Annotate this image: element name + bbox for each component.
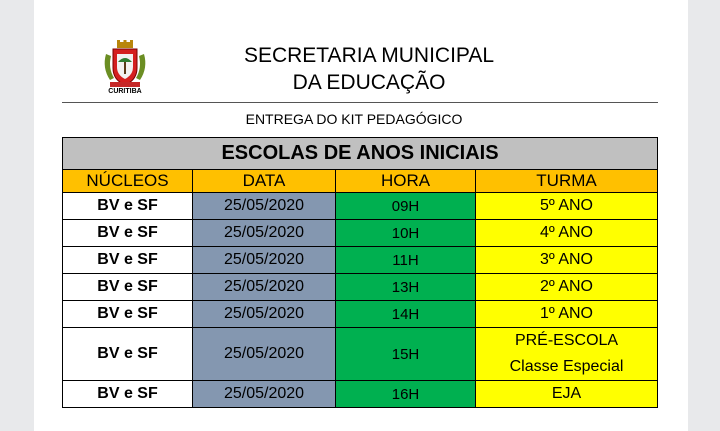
title-line-1: SECRETARIA MUNICIPAL: [243, 44, 495, 67]
time-cell: 13H: [336, 274, 476, 301]
time-cell: 16H: [336, 381, 476, 408]
time-cell: 11H: [336, 247, 476, 274]
turma-label: 1º ANO: [540, 305, 593, 322]
turma-label: Classe Especial: [509, 358, 624, 375]
table-row: [63, 328, 658, 381]
turma-label: 4º ANO: [540, 224, 593, 241]
table-row: [63, 381, 658, 408]
nucleo-cell: BV e SF: [63, 220, 193, 247]
date-cell: 25/05/2020: [193, 274, 336, 301]
turma-label: PRÉ-ESCOLA: [514, 332, 619, 349]
nucleo-cell: BV e SF: [63, 381, 193, 408]
coat-of-arms-icon: [100, 40, 150, 88]
column-header-data: DATA: [193, 170, 336, 193]
title-line-2: DA EDUCAÇÃO: [292, 71, 446, 94]
table-row: [63, 247, 658, 274]
date-cell: 25/05/2020: [193, 381, 336, 408]
nucleo-cell: BV e SF: [63, 247, 193, 274]
time-cell: 15H: [336, 328, 476, 381]
nucleo-cell: BV e SF: [63, 274, 193, 301]
nucleo-cell: BV e SF: [63, 193, 193, 220]
date-cell: 25/05/2020: [193, 328, 336, 381]
turma-cell: [476, 247, 658, 274]
nucleo-cell: BV e SF: [63, 328, 193, 381]
turma-cell: [476, 301, 658, 328]
table-row: [63, 301, 658, 328]
nucleo-cell: BV e SF: [63, 301, 193, 328]
subtitle: ENTREGA DO KIT PEDAGÓGICO: [245, 111, 463, 127]
turma-cell: [476, 220, 658, 247]
turma-cell: [476, 193, 658, 220]
table-row: [63, 193, 658, 220]
table-row: [63, 274, 658, 301]
turma-cell: [476, 381, 658, 408]
curitiba-crest-logo: [100, 40, 150, 100]
turma-label: EJA: [551, 385, 582, 402]
column-header-turma: TURMA: [476, 170, 658, 193]
turma-cell: [476, 328, 658, 381]
time-cell: 09H: [336, 193, 476, 220]
date-cell: 25/05/2020: [193, 193, 336, 220]
turma-label: 2º ANO: [540, 278, 593, 295]
table-header-row: [63, 170, 658, 193]
logo-caption: CURITIBA: [108, 88, 142, 95]
turma-label: 3º ANO: [540, 251, 593, 268]
turma-cell: [476, 274, 658, 301]
header-divider: [62, 102, 658, 103]
table-row: [63, 220, 658, 247]
column-header-nucleos: NÚCLEOS: [63, 170, 193, 193]
table-banner: ESCOLAS DE ANOS INICIAIS: [63, 138, 658, 170]
turma-label: 5º ANO: [540, 197, 593, 214]
column-header-hora: HORA: [336, 170, 476, 193]
date-cell: 25/05/2020: [193, 220, 336, 247]
date-cell: 25/05/2020: [193, 301, 336, 328]
time-cell: 14H: [336, 301, 476, 328]
time-cell: 10H: [336, 220, 476, 247]
page-title: [214, 42, 524, 96]
date-cell: 25/05/2020: [193, 247, 336, 274]
document-page: [34, 0, 688, 431]
schedule-table: [62, 137, 658, 408]
